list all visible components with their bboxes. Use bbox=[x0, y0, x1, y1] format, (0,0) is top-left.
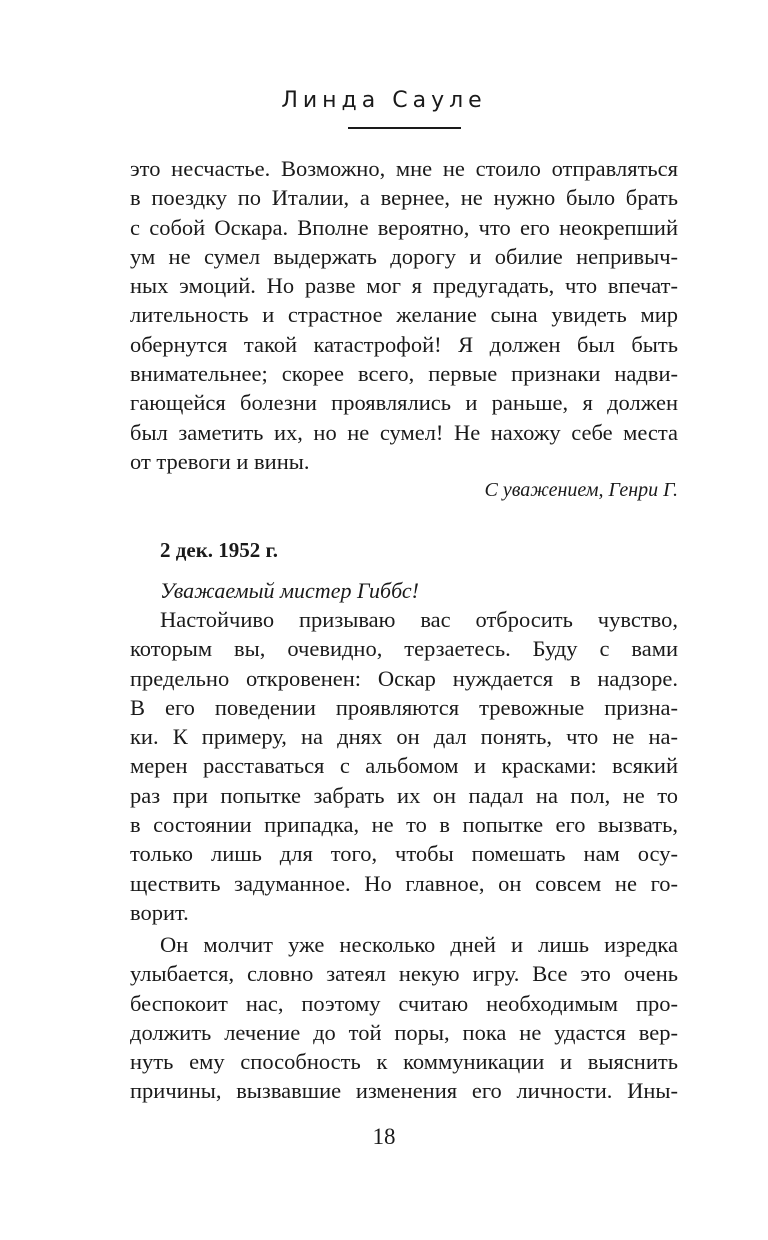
page-number: 18 bbox=[372, 1124, 396, 1149]
letter1-body bbox=[130, 154, 678, 476]
text-line: обернутся такой катастрофой! Я должен был быть bbox=[130, 331, 678, 357]
text-line: ки. К примеру, на днях он дал понять, что не на- bbox=[130, 724, 678, 750]
text-line: беспокоит нас, поэтому считаю необходимым про- bbox=[130, 990, 678, 1016]
letter2-salutation: Уважаемый мистер Гиббс! bbox=[160, 578, 419, 603]
text-line: мерен расставаться с альбомом и красками: всякий bbox=[130, 753, 678, 779]
header-rule bbox=[348, 127, 461, 129]
text-line: лительность и страстное желание сына увидеть мир bbox=[130, 302, 678, 328]
text-line: был заметить их, но не сумел! Не нахожу себе места bbox=[130, 419, 678, 445]
text-line: только лишь для того, чтобы помешать нам осу- bbox=[130, 841, 678, 867]
text-line: ворит. bbox=[130, 899, 189, 925]
text-line: это несчастье. Возможно, мне не стоило отправляться bbox=[130, 156, 678, 181]
text-line: в поездку по Италии, а вернее, не нужно было брать bbox=[130, 185, 678, 211]
text-line: ных эмоций. Но разве мог я предугадать, что впечат- bbox=[130, 273, 678, 299]
letter2-paragraph-2 bbox=[130, 930, 678, 1106]
text-line: должить лечение до той поры, пока не удастся вер- bbox=[130, 1019, 678, 1045]
text-line: улыбается, словно затеял некую игру. Все это очень bbox=[130, 961, 678, 987]
text-line: ум не сумел выдержать дорогу и обилие непривыч- bbox=[130, 243, 678, 269]
text-line: в состоянии припадка, не то в попытке его вызвать, bbox=[130, 812, 678, 838]
text-line: внимательнее; скорее всего, первые признаки надви- bbox=[130, 361, 678, 387]
text-line: ществить задуманное. Но главное, он совсем не го- bbox=[130, 870, 678, 896]
letter2-paragraph-1 bbox=[130, 605, 678, 927]
text-line: В его поведении проявляются тревожные призна- bbox=[130, 694, 678, 720]
text-line: причины, вызвавшие изменения его личности. Ины- bbox=[130, 1078, 678, 1104]
running-head-title: Линда Сауле bbox=[281, 88, 487, 113]
letter1-signature: С уважением, Генри Г. bbox=[484, 479, 678, 501]
text-line: гающейся болезни проявлялись и раньше, я должен bbox=[130, 390, 678, 416]
letter2-date-heading: 2 дек. 1952 г. bbox=[160, 538, 278, 562]
text-line: Он молчит уже несколько дней и лишь изредка bbox=[160, 932, 678, 957]
text-line: раз при попытке забрать их он падал на пол, не то bbox=[130, 782, 678, 808]
text-line: Настойчиво призываю вас отбросить чувство, bbox=[160, 607, 678, 632]
text-line: от тревоги и вины. bbox=[130, 448, 310, 474]
text-line: предельно откровенен: Оскар нуждается в надзоре. bbox=[130, 665, 678, 691]
text-line: которым вы, очевидно, терзаетесь. Буду с вами bbox=[130, 636, 678, 662]
text-line: с собой Оскара. Вполне вероятно, что его неокрепший bbox=[130, 214, 678, 240]
text-line: нуть ему способность к коммуникации и выяснить bbox=[130, 1049, 678, 1075]
